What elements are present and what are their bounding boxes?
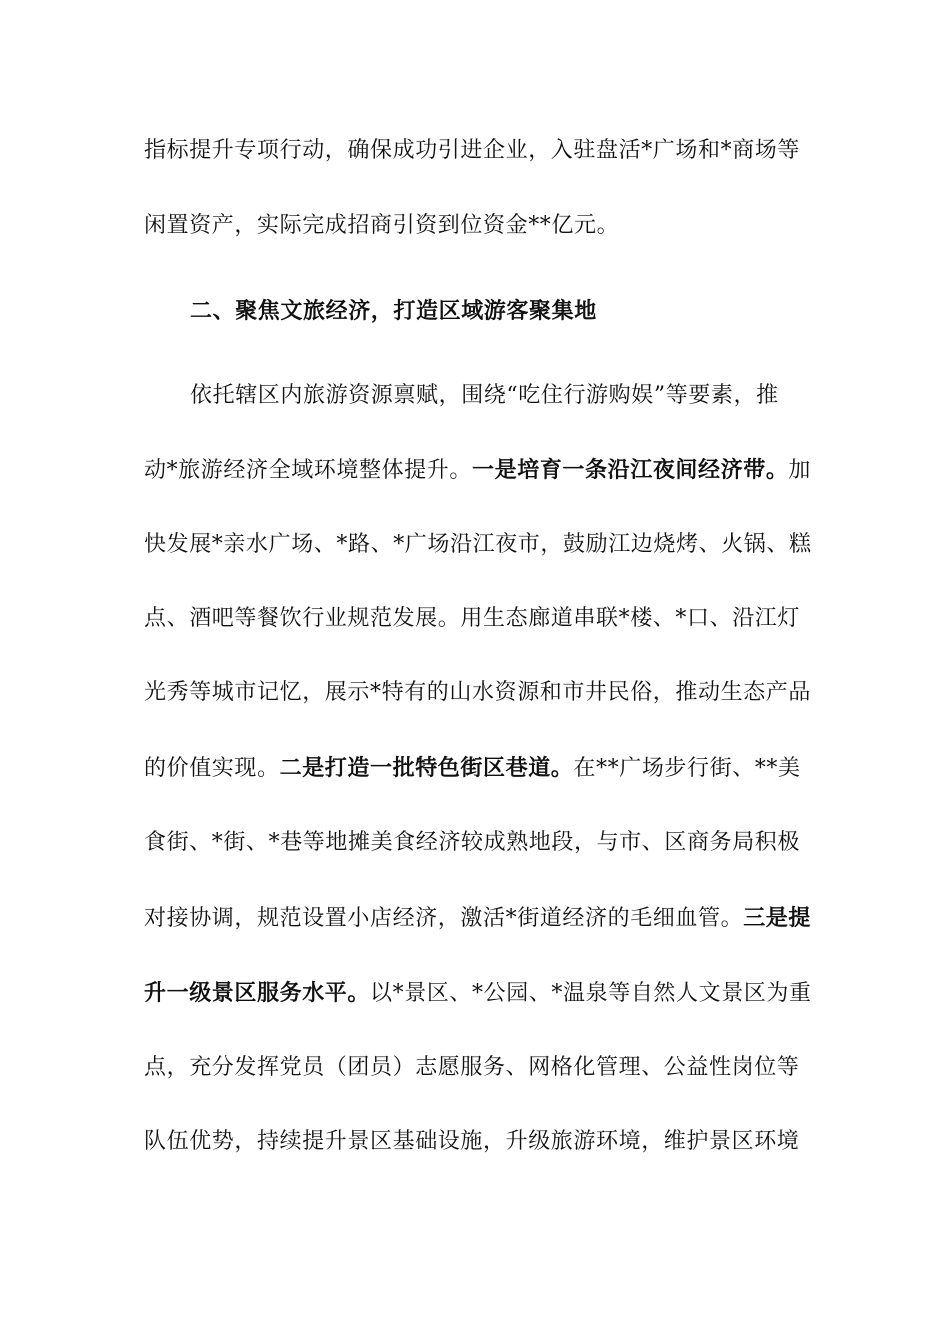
paragraph-line — [144, 211, 806, 241]
text-run: 加 — [788, 458, 812, 483]
text-run: 闲置资产，实际完成招商引资到位资金**亿元。 — [144, 213, 620, 238]
heading-text: 二、聚焦文旅经济，打造区域游客聚集地 — [190, 298, 597, 324]
text-run: 依托辖区内旅游资源禀赋，围绕“吃住行游购娱”等要素，推 — [190, 383, 779, 408]
text-run: 光秀等城市记忆，展示*特有的山水资源和市井民俗，推动生态产品 — [144, 680, 812, 705]
paragraph-line — [144, 678, 812, 708]
paragraph-line — [144, 1127, 806, 1157]
bold-text-run: 三是提 — [743, 905, 812, 931]
text-run: 点，充分发挥党员（团员）志愿服务、网格化管理、公益性岗位等 — [144, 1055, 800, 1080]
text-run: 点、酒吧等餐饮行业规范发展。用生态廊道串联*楼、*口、沿江灯 — [144, 606, 801, 631]
text-run: 快发展*亲水广场、*路、*广场沿江夜市，鼓励江边烧烤、火锅、糕 — [144, 532, 812, 557]
text-run: 队伍优势，持续提升景区基础设施，升级旅游环境，维护景区环境 — [144, 1129, 800, 1154]
text-run: 动*旅游经济全域环境整体提升。 — [144, 458, 473, 483]
text-run: 在**广场步行街、**美 — [573, 756, 801, 781]
paragraph-line — [144, 530, 812, 560]
text-run: 的价值实现。 — [144, 756, 280, 781]
paragraph-line — [144, 753, 806, 783]
bold-text-run: 一是培育一条沿江夜间经济带。 — [472, 457, 789, 483]
bold-text-run: 二是打造一批特色街区巷道。 — [279, 755, 574, 781]
paragraph-line — [144, 455, 812, 485]
text-run: 对接协调，规范设置小店经济，激活*街道经济的毛细血管。 — [144, 906, 744, 931]
paragraph-line — [144, 828, 806, 858]
text-run: 食街、*街、*巷等地摊美食经济较成熟地段，与市、区商务局积极 — [144, 830, 801, 855]
paragraph-line — [144, 903, 812, 933]
paragraph-line — [144, 136, 806, 166]
text-run: 指标提升专项行动，确保成功引进企业，入驻盘活*广场和*商场等 — [144, 138, 801, 163]
text-run: 以*景区、*公园、*温泉等自然人文景区为重 — [370, 981, 812, 1006]
paragraph-line — [190, 381, 806, 411]
section-heading — [190, 296, 852, 326]
paragraph-line — [144, 978, 812, 1008]
paragraph-line — [144, 1053, 806, 1083]
paragraph-line — [144, 604, 806, 634]
bold-text-run: 升一级景区服务水平。 — [144, 980, 371, 1006]
